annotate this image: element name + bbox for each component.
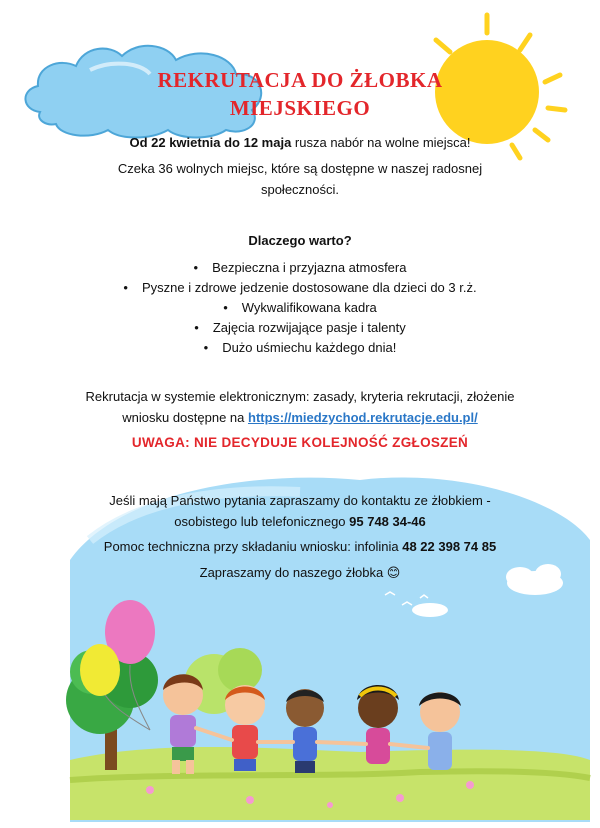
help-phone: 48 22 398 74 85 (402, 539, 497, 554)
list-item: • Pyszne i zdrowe jedzenie dostosowane dla dzieci do 3 r.ż. (40, 278, 560, 298)
list-item: • Zajęcia rozwijające pasje i talenty (40, 318, 560, 338)
list-item: • Wykwalifikowana kadra (40, 298, 560, 318)
recruitment-link[interactable]: https://miedzychod.rekrutacje.edu.pl/ (248, 410, 478, 425)
intro-dates: Od 22 kwietnia do 12 maja (129, 135, 292, 150)
poster-title (100, 66, 500, 122)
list-item: • Bezpieczna i przyjazna atmosfera (40, 258, 560, 278)
title-line-2: MIEJSKIEGO (229, 96, 371, 120)
recruitment-text: Rekrutacja w systemie elektronicznym: zasady, kryteria rekrutacji, złożenie wniosku dostępne na (85, 389, 515, 425)
recruitment-info (70, 386, 530, 428)
help-info (40, 536, 560, 557)
intro-rest: rusza nabór na wolne miejsca! (291, 135, 471, 150)
invite-text: Zapraszamy do naszego żłobka 😊 (199, 565, 401, 580)
title-line-1: REKRUTACJA DO ŻŁOBKA (157, 68, 443, 92)
why-heading: Dlaczego warto? (248, 233, 352, 248)
help-text: Pomoc techniczna przy składaniu wniosku: infolinia (103, 539, 403, 554)
warning-text: UWAGA: NIE DECYDUJE KOLEJNOŚĆ ZGŁOSZEŃ (131, 435, 469, 450)
intro-places: Czeka 36 wolnych miejsc, które są dostępne w naszej radosnej społeczności. (117, 161, 483, 197)
why-list (40, 258, 560, 358)
intro-line (40, 132, 560, 153)
contact-text: Jeśli mają Państwo pytania zapraszamy do kontaktu ze żłobkiem - osobistego lub telefonicznego (109, 493, 491, 529)
contact-phone: 95 748 34-46 (349, 514, 426, 529)
list-item: • Dużo uśmiechu każdego dnia! (40, 338, 560, 358)
contact-info (90, 490, 510, 532)
